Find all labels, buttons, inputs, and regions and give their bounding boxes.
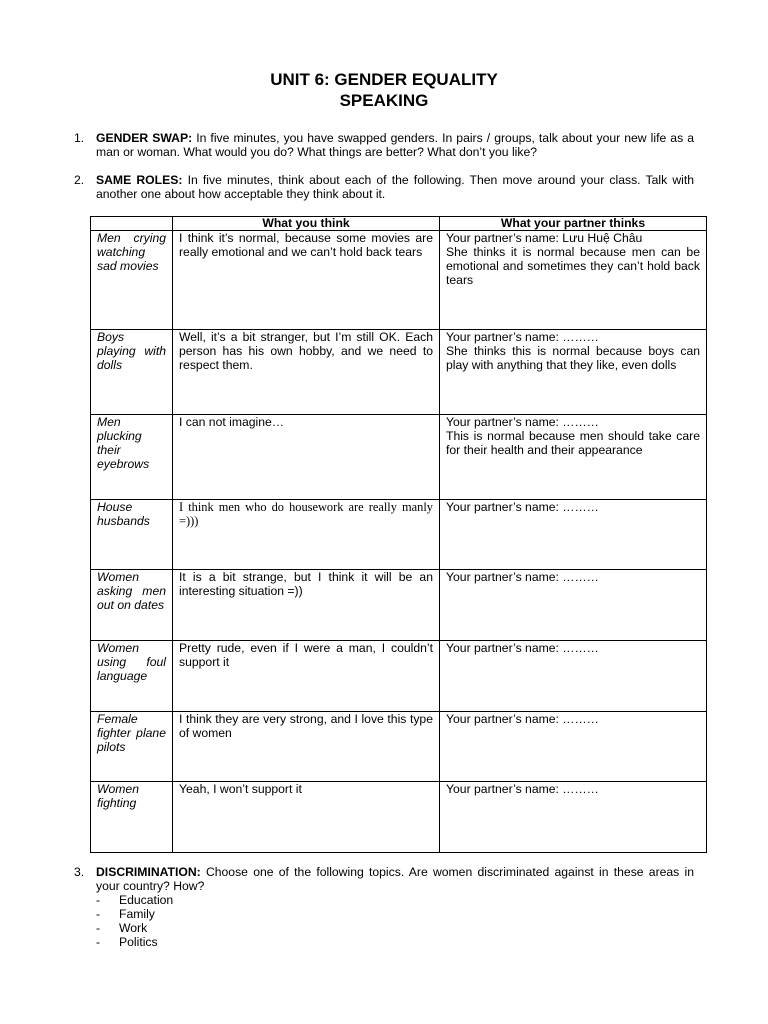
partner-name: Your partner’s name: ………: [446, 570, 599, 584]
row-topic: Women asking men out on dates: [91, 570, 173, 641]
table-row: [91, 330, 707, 415]
bullet-dash: -: [96, 907, 101, 921]
row-partner-cell: [440, 415, 707, 500]
list-item: [96, 893, 173, 907]
header-what-you-think: What you think: [173, 217, 440, 231]
row-you-think: Well, it’s a bit stranger, but I’m still OK. Each person has his own hobby, and we need to respect them.: [173, 330, 440, 415]
list-item: [96, 935, 158, 949]
task-1-text: In five minutes, you have swapped genders. In pairs / groups, talk about your new life as a man or woman. What would you do? What things are better? What don’t you like?: [96, 131, 694, 159]
partner-name: Your partner’s name: ………: [446, 712, 599, 726]
row-topic: Women fighting: [91, 782, 173, 853]
row-partner-cell: [440, 570, 707, 641]
row-topic: House husbands: [91, 500, 173, 570]
task-2-number: 2.: [74, 173, 85, 187]
header-topic: [91, 217, 173, 231]
table-row: [91, 500, 707, 570]
row-you-think: I think they are very strong, and I love this type of women: [173, 712, 440, 782]
bullet-text: Politics: [119, 935, 158, 949]
table-row: [91, 712, 707, 782]
bullet-text: Family: [119, 907, 155, 921]
row-you-think: I can not imagine…: [173, 415, 440, 500]
row-you-think: It is a bit strange, but I think it will be an interesting situation =)): [173, 570, 440, 641]
list-item: [96, 907, 155, 921]
row-you-think: Pretty rude, even if I were a man, I couldn’t support it: [173, 641, 440, 712]
task-2-text: In five minutes, think about each of the following. Then move around your class. Talk with another one about how acceptable they think about it.: [96, 173, 695, 201]
header-partner-thinks: What your partner thinks: [440, 217, 707, 231]
table-row: [91, 231, 707, 330]
row-partner-cell: [440, 782, 707, 853]
partner-name: Your partner’s name: ………: [446, 641, 599, 655]
row-partner-cell: [440, 330, 707, 415]
page-subtitle: SPEAKING: [339, 91, 429, 110]
row-you-think: I think it’s normal, because some movies are really emotional and we can’t hold back tears: [173, 231, 440, 330]
task-1-number: 1.: [74, 131, 85, 145]
task-3-number: 3.: [74, 865, 85, 879]
partner-name: Your partner’s name: Lưu Huệ Châu: [446, 231, 643, 245]
task-3-heading: DISCRIMINATION:: [96, 865, 201, 879]
partner-name: Your partner’s name: ………: [446, 330, 599, 344]
row-topic: Boys playing with dolls: [91, 330, 173, 415]
task-2: [96, 173, 694, 201]
same-roles-table: [90, 216, 707, 853]
task-1: [96, 131, 694, 159]
partner-name: Your partner’s name: ………: [446, 500, 599, 514]
bullet-text: Education: [119, 893, 174, 907]
row-you-think: I think men who do housework are really manly =))): [173, 500, 440, 570]
row-topic: Men crying watching sad movies: [91, 231, 173, 330]
list-item: [96, 921, 147, 935]
bullet-dash: -: [96, 935, 101, 949]
table-row: [91, 782, 707, 853]
table-row: [91, 415, 707, 500]
row-partner-cell: [440, 641, 707, 712]
bullet-dash: -: [96, 921, 101, 935]
bullet-text: Work: [119, 921, 148, 935]
row-topic: Female fighter plane pilots: [91, 712, 173, 782]
row-partner-cell: [440, 500, 707, 570]
bullet-dash: -: [96, 893, 101, 907]
partner-text: She thinks it is normal because men can be emotional and sometimes they can’t hold back tears: [446, 245, 700, 287]
task-2-heading: SAME ROLES:: [96, 173, 183, 187]
partner-text: She thinks this is normal because boys can play with anything that they like, even dolls: [446, 344, 700, 372]
table-header-row: [91, 217, 707, 231]
page-title: UNIT 6: GENDER EQUALITY: [270, 70, 498, 89]
partner-text: This is normal because men should take care for their health and their appearance: [446, 429, 700, 457]
row-topic: Men plucking their eyebrows: [91, 415, 173, 500]
row-partner-cell: [440, 231, 707, 330]
task-3-text: Choose one of the following topics. Are women discriminated against in these areas in your country? How?: [96, 865, 694, 893]
table-row: [91, 570, 707, 641]
row-topic: Women using foul language: [91, 641, 173, 712]
task-3: [96, 865, 694, 893]
row-partner-cell: [440, 712, 707, 782]
table-row: [91, 641, 707, 712]
partner-name: Your partner’s name: ………: [446, 782, 599, 796]
row-you-think: Yeah, I won’t support it: [173, 782, 440, 853]
task-1-heading: GENDER SWAP:: [96, 131, 193, 145]
partner-name: Your partner’s name: ………: [446, 415, 599, 429]
